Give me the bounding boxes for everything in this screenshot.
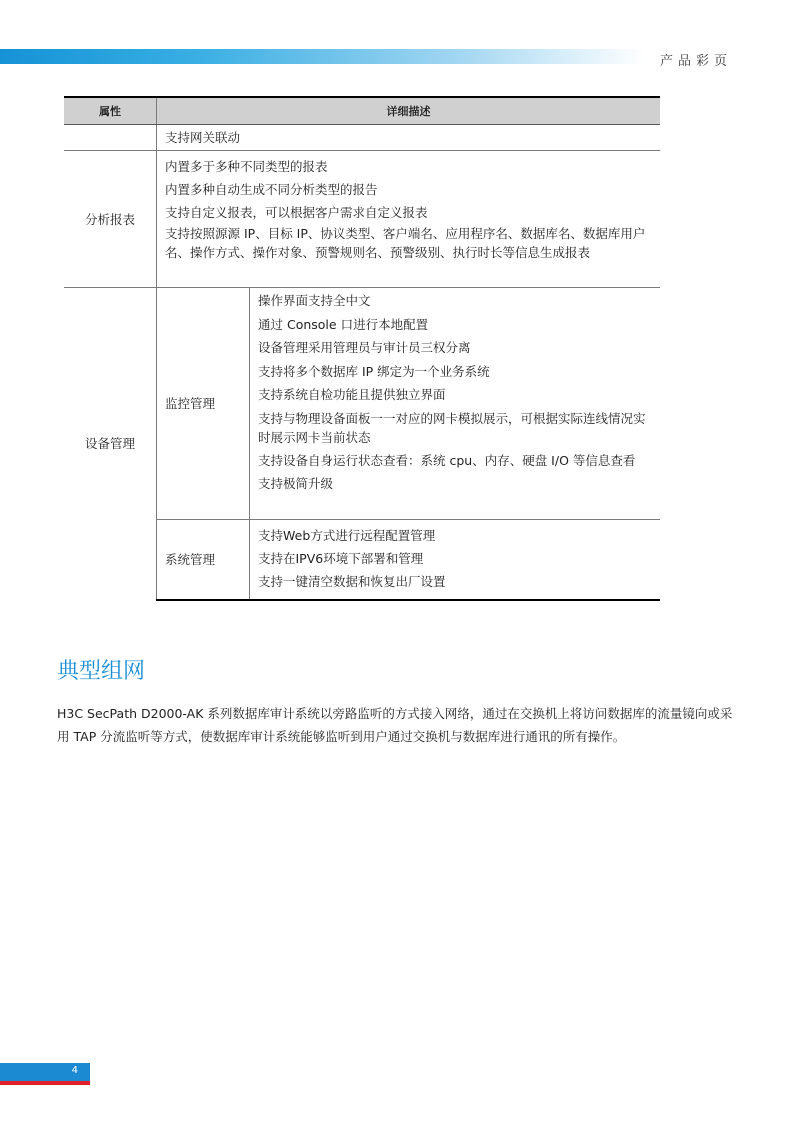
- desc-line: 支持极简升级: [258, 475, 334, 491]
- desc-cell: [250, 520, 661, 600]
- desc-line: 设备管理采用管理员与审计员三权分离: [258, 340, 471, 355]
- table-row: [64, 151, 660, 288]
- attr-cell-empty: [64, 125, 157, 151]
- attr-cell-device: 设备管理: [64, 288, 157, 600]
- section-title: 典型组网: [57, 659, 146, 684]
- column-header-description: 详细描述: [157, 97, 661, 125]
- desc-line: 支持自定义报表，可以根据客户需求自定义报表: [165, 205, 428, 220]
- header-accent-bar: [0, 49, 645, 64]
- desc-line: 支持一键清空数据和恢复出厂设置: [258, 574, 446, 589]
- desc-line: 通过 Console 口进行本地配置: [258, 316, 429, 332]
- desc-line: 支持按照源源 IP、目标 IP、协议类型、客户端名、应用程序名、数据库名、数据库用户名、操作方式、操作对象、预警规则名、预警级别、执行时长等信息生成报表: [165, 226, 646, 260]
- desc-line: 内置多于多种不同类型的报表: [165, 159, 328, 174]
- page-number-badge: [0, 1063, 90, 1085]
- desc-line: 支持网关联动: [165, 130, 241, 145]
- desc-line: 支持设备自身运行状态查看：系统 cpu、内存、硬盘 I/O 等信息查看: [258, 452, 636, 468]
- desc-line: 支持与物理设备面板一一对应的网卡模拟展示，可根据实际连线情况实时展示网卡当前状态: [258, 410, 646, 445]
- section-body: H3C SecPath D2000-AK 系列数据库审计系统以旁路监听的方式接入网络，通过在交换机上将访问数据库的流量镜向或采用 TAP 分流监听等方式，使数据库审计系统能够监听到用户通过交换机与数据库进行通讯的所有操作。: [57, 706, 733, 744]
- desc-line: 支持在IPV6环境下部署和管理: [258, 551, 424, 566]
- desc-cell: [157, 125, 661, 151]
- table-row: [64, 125, 660, 151]
- desc-cell: [250, 288, 661, 520]
- desc-line: 操作界面支持全中文: [258, 293, 371, 308]
- desc-cell: [157, 151, 661, 288]
- desc-line: 内置多种自动生成不同分析类型的报告: [165, 182, 378, 197]
- page-number: 4: [71, 1065, 78, 1076]
- subattr-cell-monitor: 监控管理: [157, 288, 250, 520]
- subattr-cell-system: 系统管理: [157, 520, 250, 600]
- spec-table: [64, 96, 660, 601]
- table-row: [64, 288, 660, 520]
- desc-line: 支持将多个数据库 IP 绑定为一个业务系统: [258, 363, 490, 379]
- desc-line: 支持系统自检功能且提供独立界面: [258, 387, 446, 402]
- table-header-row: [64, 97, 660, 125]
- attr-cell-analysis: 分析报表: [64, 151, 157, 288]
- column-header-attribute: 属性: [64, 97, 157, 125]
- header-label: 产品彩页: [660, 54, 733, 69]
- desc-line: 支持Web方式进行远程配置管理: [258, 528, 436, 543]
